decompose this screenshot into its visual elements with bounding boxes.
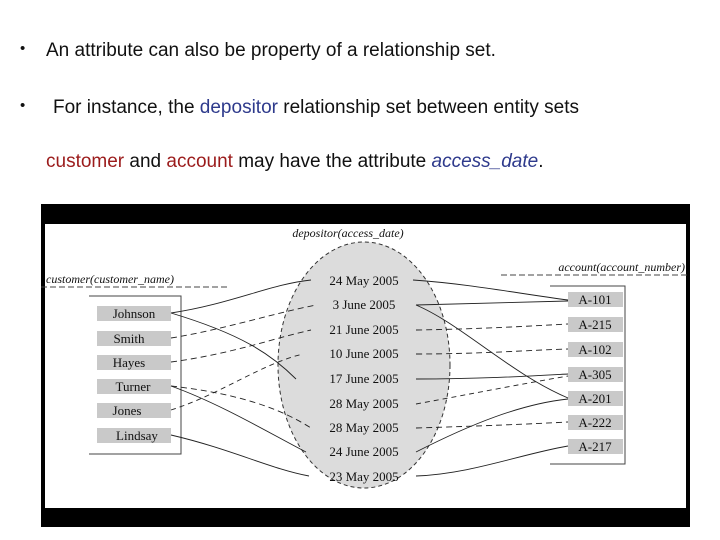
bullet-2-text bbox=[53, 97, 579, 119]
customer-name: Johnson bbox=[112, 306, 156, 321]
access-date: 23 May 2005 bbox=[329, 469, 399, 484]
depositor-term: depositor bbox=[199, 97, 278, 118]
bullet-3-end: . bbox=[538, 151, 544, 172]
account-number: A-305 bbox=[578, 367, 612, 382]
access-date: 24 May 2005 bbox=[329, 273, 399, 288]
bullet-2-prefix: For instance, the bbox=[53, 97, 200, 118]
bullet-dot: • bbox=[20, 97, 26, 114]
customer-name: Lindsay bbox=[116, 428, 158, 443]
customer-name: Jones bbox=[112, 403, 142, 418]
access-date: 28 May 2005 bbox=[329, 396, 399, 411]
access-date-term: access_date bbox=[431, 151, 539, 172]
bullet-2-continuation bbox=[46, 151, 543, 173]
access-date: 24 June 2005 bbox=[329, 444, 399, 459]
access-date: 10 June 2005 bbox=[329, 346, 399, 361]
bullet-1-text: An attribute can also be property of a relationship set. bbox=[46, 40, 496, 61]
account-entity-label: account(account_number) bbox=[558, 260, 685, 274]
account-term: account bbox=[166, 151, 233, 172]
customer-entity-label: customer(customer_name) bbox=[46, 272, 174, 286]
account-number: A-215 bbox=[578, 317, 612, 332]
er-diagram-svg bbox=[41, 204, 690, 527]
customer-name: Turner bbox=[115, 379, 151, 394]
access-date: 21 June 2005 bbox=[329, 322, 399, 337]
account-number: A-102 bbox=[578, 342, 612, 357]
relationship-set-label: depositor(access_date) bbox=[292, 226, 404, 240]
customer-name: Hayes bbox=[112, 355, 146, 370]
access-date: 3 June 2005 bbox=[332, 297, 396, 312]
account-number: A-201 bbox=[578, 391, 612, 406]
er-diagram-figure bbox=[41, 204, 690, 527]
account-number: A-217 bbox=[578, 439, 612, 454]
bullet-3-middle: may have the attribute bbox=[232, 151, 432, 172]
access-date: 17 June 2005 bbox=[329, 371, 399, 386]
access-date-list bbox=[329, 273, 398, 484]
customer-term: customer bbox=[46, 151, 125, 172]
account-number: A-101 bbox=[578, 292, 612, 307]
access-date: 28 May 2005 bbox=[329, 420, 399, 435]
bullet-dot: • bbox=[20, 40, 26, 57]
account-number: A-222 bbox=[578, 415, 612, 430]
bullet-2-suffix: relationship set between entity sets bbox=[277, 97, 579, 118]
bullet-3-and: and bbox=[124, 151, 167, 172]
customer-name: Smith bbox=[113, 331, 145, 346]
